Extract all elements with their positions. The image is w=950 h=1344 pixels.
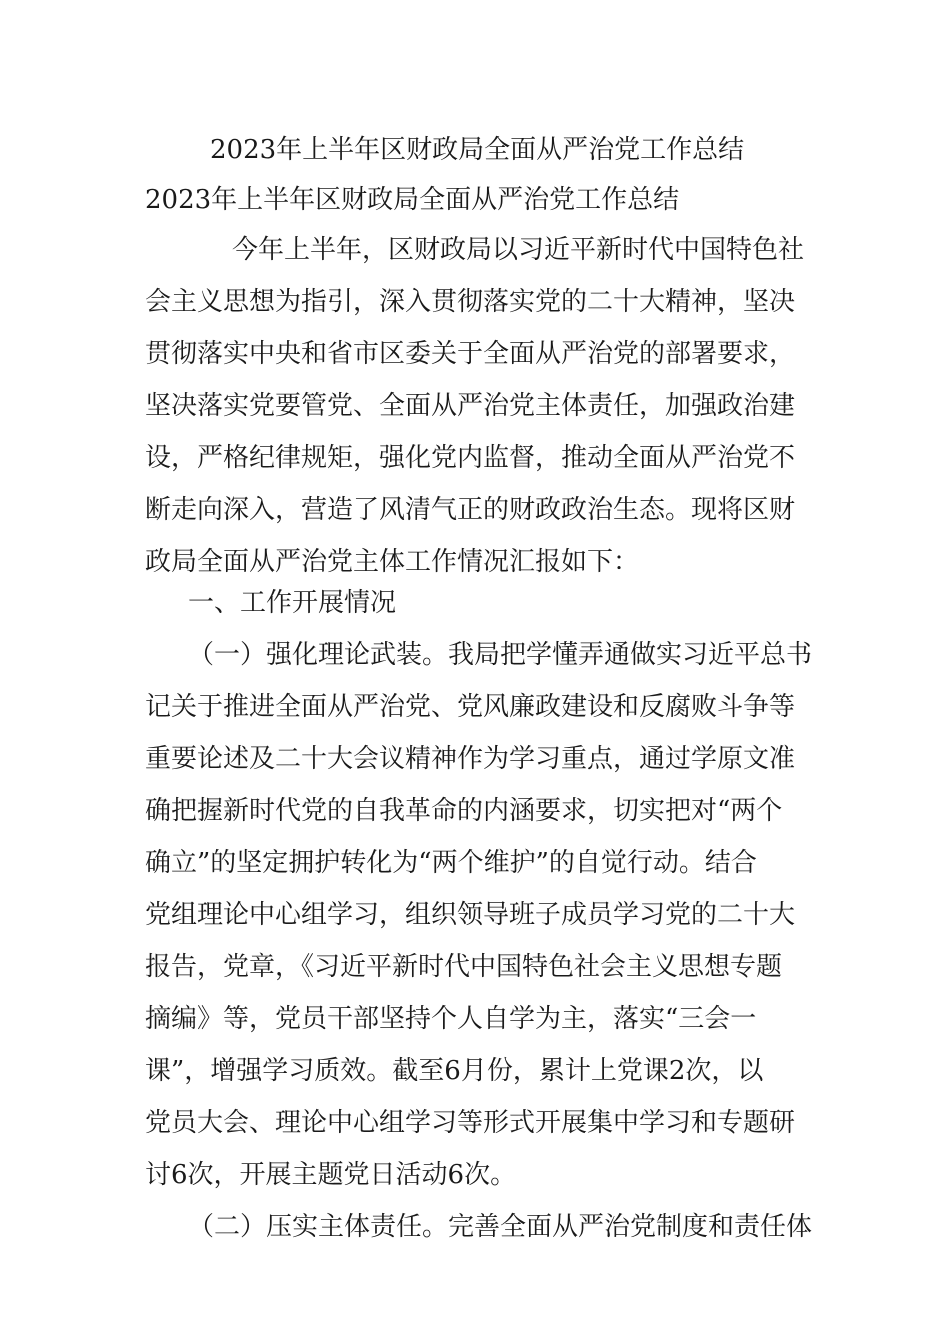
paragraph-line: 会主义思想为指引，深入贯彻落实党的二十大精神，坚决 <box>145 287 796 317</box>
document-title: 2023年上半年区财政局全面从严治党工作总结 <box>210 135 745 165</box>
paragraph-line: 政局全面从严治党主体工作情况汇报如下： <box>145 547 640 577</box>
paragraph-line: （一）强化理论武装。我局把学懂弄通做实习近平总书 <box>188 640 813 670</box>
document-subtitle: 2023年上半年区财政局全面从严治党工作总结 <box>145 185 680 215</box>
paragraph-line: 党员大会、理论中心组学习等形式开展集中学习和专题研 <box>145 1108 796 1138</box>
paragraph-line: 坚决落实党要管党、全面从严治党主体责任，加强政治建 <box>145 391 796 421</box>
paragraph-line: 今年上半年，区财政局以习近平新时代中国特色社 <box>232 235 805 265</box>
paragraph-line: （二）压实主体责任。完善全面从严治党制度和责任体 <box>188 1212 813 1242</box>
paragraph-line: 记关于推进全面从严治党、党风廉政建设和反腐败斗争等 <box>145 692 796 722</box>
paragraph-line: 党组理论中心组学习，组织领导班子成员学习党的二十大 <box>145 900 796 930</box>
paragraph-line: 摘编》等，党员干部坚持个人自学为主，落实“三会一 <box>145 1004 757 1034</box>
paragraph-line: 贯彻落实中央和省市区委关于全面从严治党的部署要求， <box>145 339 796 369</box>
paragraph-line: 断走向深入，营造了风清气正的财政政治生态。现将区财 <box>145 495 796 525</box>
paragraph-line: 讨6次，开展主题党日活动6次。 <box>145 1160 517 1190</box>
section-heading: 一、工作开展情况 <box>188 588 397 618</box>
paragraph-line: 课”，增强学习质效。截至6月份，累计上党课2次，以 <box>145 1056 764 1086</box>
paragraph-line: 确把握新时代党的自我革命的内涵要求，切实把对“两个 <box>145 796 783 826</box>
paragraph-line: 报告，党章，《习近平新时代中国特色社会主义思想专题 <box>145 952 783 982</box>
paragraph-line: 重要论述及二十大会议精神作为学习重点，通过学原文准 <box>145 744 796 774</box>
paragraph-line: 设，严格纪律规矩，强化党内监督，推动全面从严治党不 <box>145 443 796 473</box>
paragraph-line: 确立”的坚定拥护转化为“两个维护”的自觉行动。结合 <box>145 848 757 878</box>
